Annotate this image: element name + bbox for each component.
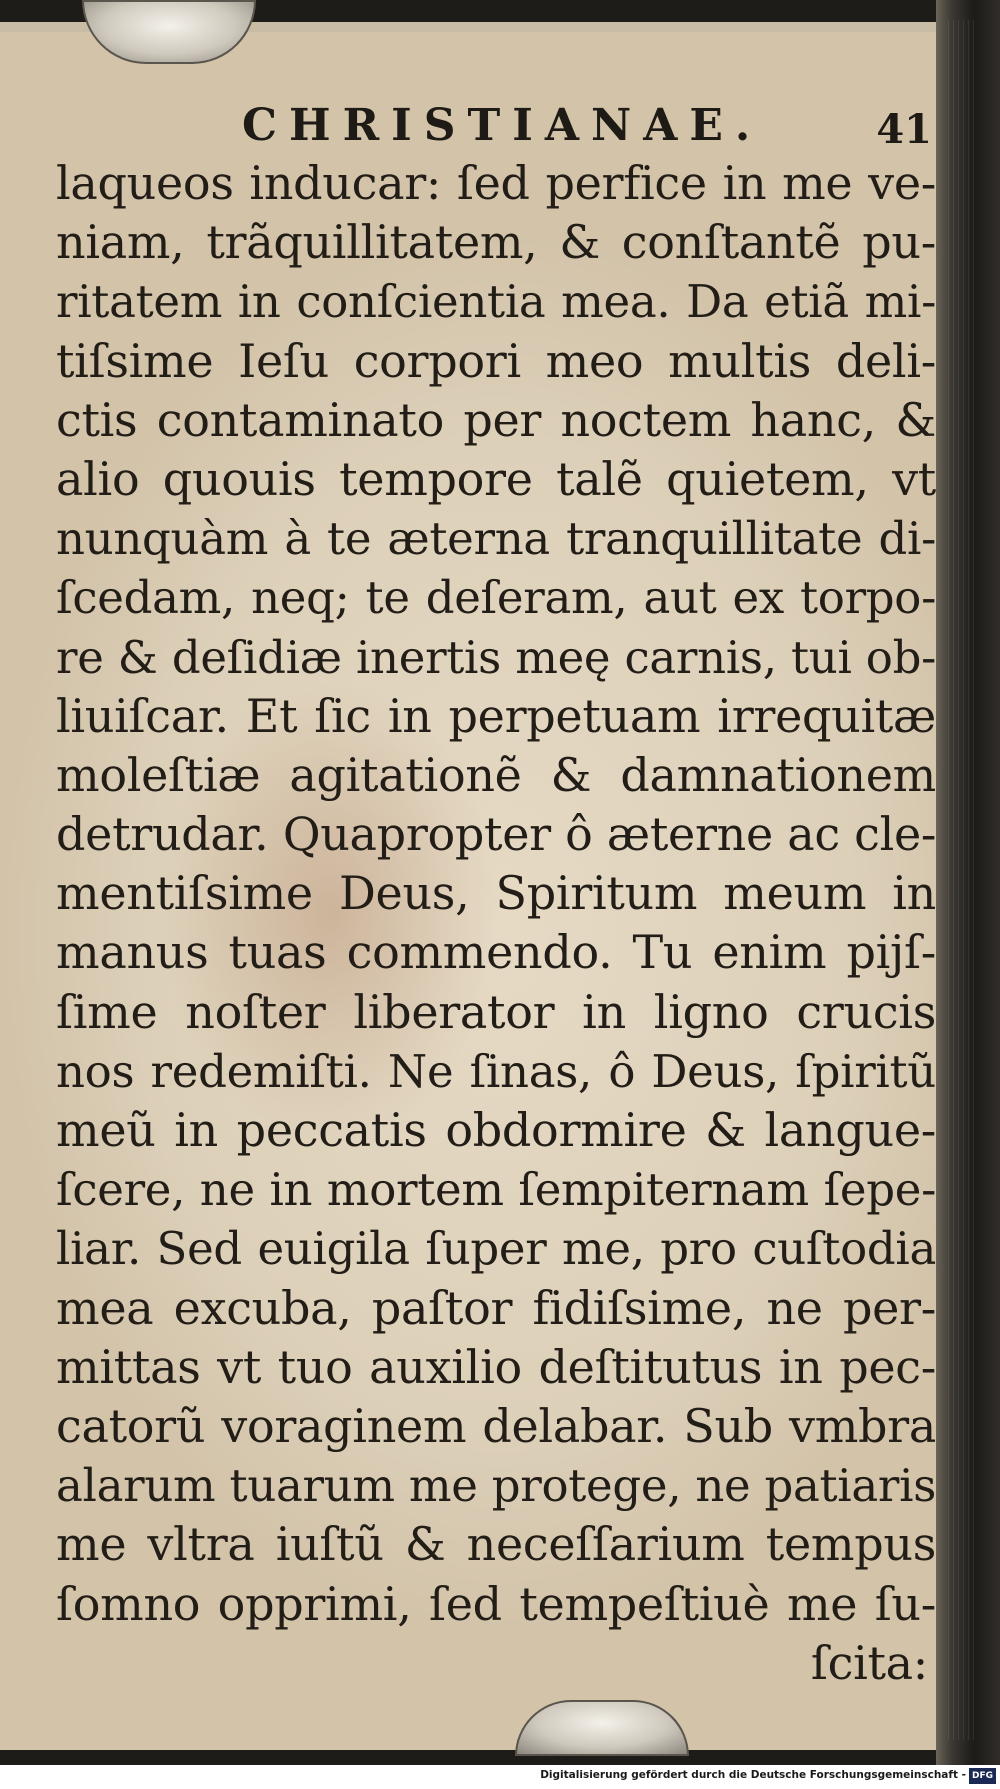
text-line: ſcedam, neq; te deſeram, aut ex torpo-	[56, 571, 936, 625]
text-line: liuiſcar. Et ſic in perpetuam irrequitæ	[56, 688, 936, 743]
text-line: niam, trãquillitatem, & conſtantẽ pu-	[56, 215, 936, 270]
text-line: re & deſidiæ inertis meę carnis, tui ob-	[56, 630, 936, 684]
book-page	[0, 22, 942, 1750]
text-line: mentiſsime Deus, Spiritum meum in	[56, 866, 936, 921]
body-text	[56, 154, 936, 1693]
text-line: moleſtiæ agitationẽ & damnationem	[56, 747, 936, 802]
text-line: nos redemiſti. Ne ſinas, ô Deus, ſpiritũ	[56, 1044, 936, 1098]
dfg-logo: DFG	[969, 1768, 996, 1784]
text-line: nunquàm à te æterna tranquillitate di-	[56, 512, 936, 566]
funding-credit: Digitalisierung gefördert durch die Deutsche Forschungsgemeinschaft -	[540, 1769, 966, 1781]
page-header	[242, 100, 932, 160]
text-line: alio quouis tempore talẽ quietem, vt	[56, 451, 936, 506]
page-stack-lines	[948, 20, 978, 1740]
text-line: ſomno opprimi, ſed tempeſtiuè me ſu-	[56, 1576, 936, 1631]
digitization-footer	[0, 1765, 1000, 1789]
text-line: me vltra iuſtũ & neceſſarium tempus	[56, 1517, 936, 1572]
text-line: ſcita:	[810, 1635, 928, 1690]
text-line: tiſsime Ieſu corpori meo multis deli-	[56, 333, 936, 388]
text-line: ctis contaminato per noctem hanc, &	[56, 392, 936, 447]
page-number: 41	[876, 106, 932, 153]
text-line: ritatem in conſcientia mea. Da etiã mi-	[56, 275, 936, 329]
page-clip-bottom	[515, 1700, 689, 1756]
text-line: meũ in peccatis obdormire & langue-	[56, 1103, 936, 1157]
text-line: detrudar. Quapropter ô æterne ac cle-	[56, 807, 937, 862]
text-line: laqueos inducar: ſed perfice in me ve-	[56, 156, 936, 210]
running-head: CHRISTIANAE.	[242, 100, 763, 151]
text-line: mittas vt tuo auxilio deſtitutus in pec-	[56, 1339, 936, 1394]
text-line: ſcere, ne in mortem ſempiternam ſepe-	[56, 1163, 936, 1217]
text-line: alarum tuarum me protege, ne patiaris	[56, 1459, 936, 1513]
text-line: catorũ voraginem delabar. Sub vmbra	[56, 1398, 936, 1453]
text-line: ſime noſter liberator in ligno crucis	[56, 984, 936, 1039]
text-line: manus tuas commendo. Tu enim pijſ-	[56, 925, 936, 980]
text-line: liar. Sed euigila ſuper me, pro cuſtodia	[56, 1222, 936, 1276]
text-line: mea excuba, paſtor fidiſsime, ne per-	[56, 1280, 936, 1335]
